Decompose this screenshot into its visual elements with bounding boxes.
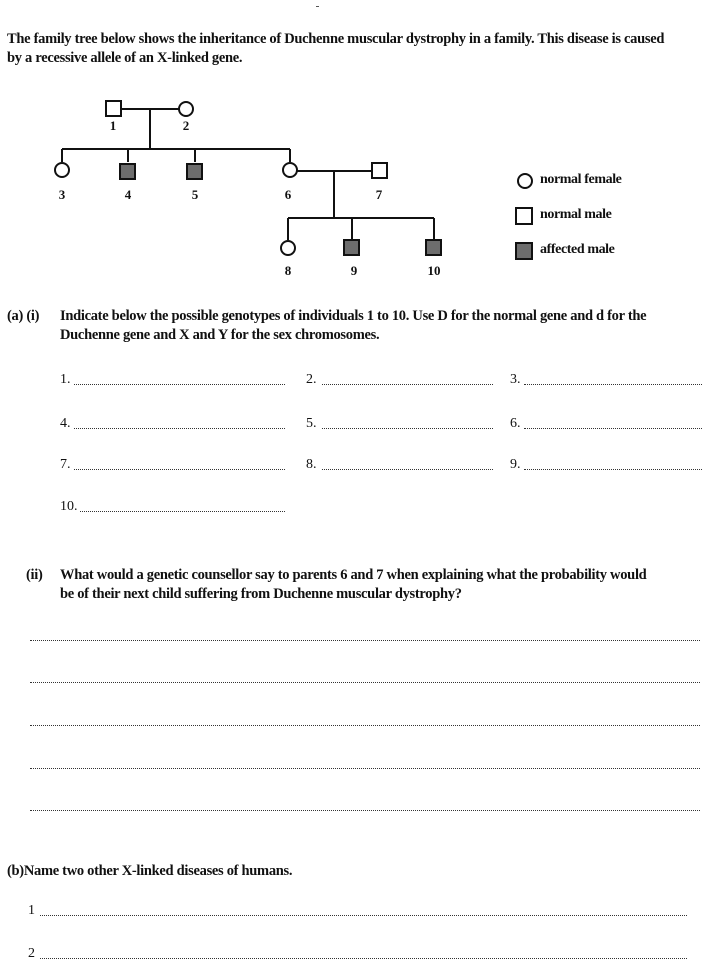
genotype-answer-1[interactable]: 1. bbox=[60, 372, 285, 388]
label-individual-4: 4 bbox=[124, 187, 132, 202]
label-individual-7: 7 bbox=[375, 187, 383, 202]
disease-answer-1[interactable]: 1 bbox=[28, 903, 687, 919]
legend-normal-female-label: normal female bbox=[540, 172, 622, 187]
genotype-answer-7[interactable]: 7. bbox=[60, 457, 285, 473]
individual-4-affected-male-icon bbox=[120, 164, 135, 179]
genotype-answer-2[interactable]: 2. bbox=[306, 372, 493, 388]
genotype-answer-5[interactable]: 5. bbox=[306, 416, 493, 432]
label-individual-1: 1 bbox=[109, 118, 117, 133]
label-individual-5: 5 bbox=[191, 187, 199, 202]
individual-10-affected-male-icon bbox=[426, 240, 441, 255]
written-answer-line-2[interactable] bbox=[30, 682, 700, 683]
legend-normal-female-icon bbox=[518, 174, 532, 188]
genotype-answer-10[interactable]: 10. bbox=[60, 499, 285, 515]
genotype-answer-6[interactable]: 6. bbox=[510, 416, 702, 432]
genotype-answer-4[interactable]: 4. bbox=[60, 416, 285, 432]
legend-normal-male-icon bbox=[516, 208, 532, 224]
genotype-answer-8[interactable]: 8. bbox=[306, 457, 493, 473]
question-a-ii-prefix: (ii) bbox=[26, 567, 43, 583]
genotype-answer-9[interactable]: 9. bbox=[510, 457, 702, 473]
label-individual-3: 3 bbox=[58, 187, 66, 202]
written-answer-line-1[interactable] bbox=[30, 640, 700, 641]
question-b-text: (b)Name two other X-linked diseases of humans. bbox=[7, 863, 293, 879]
label-individual-9: 9 bbox=[350, 263, 358, 278]
legend-affected-male-icon bbox=[516, 243, 532, 259]
question-a-i-line-1: Indicate below the possible genotypes of individuals 1 to 10. Use D for the normal gene and d for the bbox=[60, 308, 647, 324]
individual-5-affected-male-icon bbox=[187, 164, 202, 179]
individual-2-normal-female-icon bbox=[179, 102, 193, 116]
legend bbox=[512, 170, 702, 270]
question-a-i-prefix: (a) (i) bbox=[7, 308, 40, 324]
label-individual-8: 8 bbox=[284, 263, 292, 278]
written-answer-line-3[interactable] bbox=[30, 725, 700, 726]
written-answer-line-5[interactable] bbox=[30, 810, 700, 811]
question-a-i-line-2: Duchenne gene and X and Y for the sex chromosomes. bbox=[60, 327, 380, 343]
intro-line-2: by a recessive allele of an X-linked gene. bbox=[7, 50, 243, 66]
intro-line-1: The family tree below shows the inheritance of Duchenne muscular dystrophy in a family. This disease is caused bbox=[7, 31, 665, 47]
individual-6-normal-female-icon bbox=[283, 163, 297, 177]
individual-3-normal-female-icon bbox=[55, 163, 69, 177]
label-individual-6: 6 bbox=[284, 187, 292, 202]
individual-8-normal-female-icon bbox=[281, 241, 295, 255]
legend-affected-male-label: affected male bbox=[540, 242, 615, 257]
written-answer-line-4[interactable] bbox=[30, 768, 700, 769]
label-individual-2: 2 bbox=[182, 118, 190, 133]
genotype-answer-3[interactable]: 3. bbox=[510, 372, 702, 388]
legend-normal-male-label: normal male bbox=[540, 207, 612, 222]
individual-9-affected-male-icon bbox=[344, 240, 359, 255]
disease-answer-2[interactable]: 2 bbox=[28, 946, 687, 962]
question-a-i-text bbox=[60, 307, 705, 345]
individual-1-normal-male-icon bbox=[106, 101, 121, 116]
question-a-ii-line-1: What would a genetic counsellor say to parents 6 and 7 when explaining what the probability would bbox=[60, 567, 647, 583]
individual-7-normal-male-icon bbox=[372, 163, 387, 178]
label-individual-10: 10 bbox=[427, 263, 441, 278]
question-a-ii-line-2: be of their next child suffering from Duchenne muscular dystrophy? bbox=[60, 586, 462, 602]
question-a-ii-text bbox=[60, 566, 705, 604]
